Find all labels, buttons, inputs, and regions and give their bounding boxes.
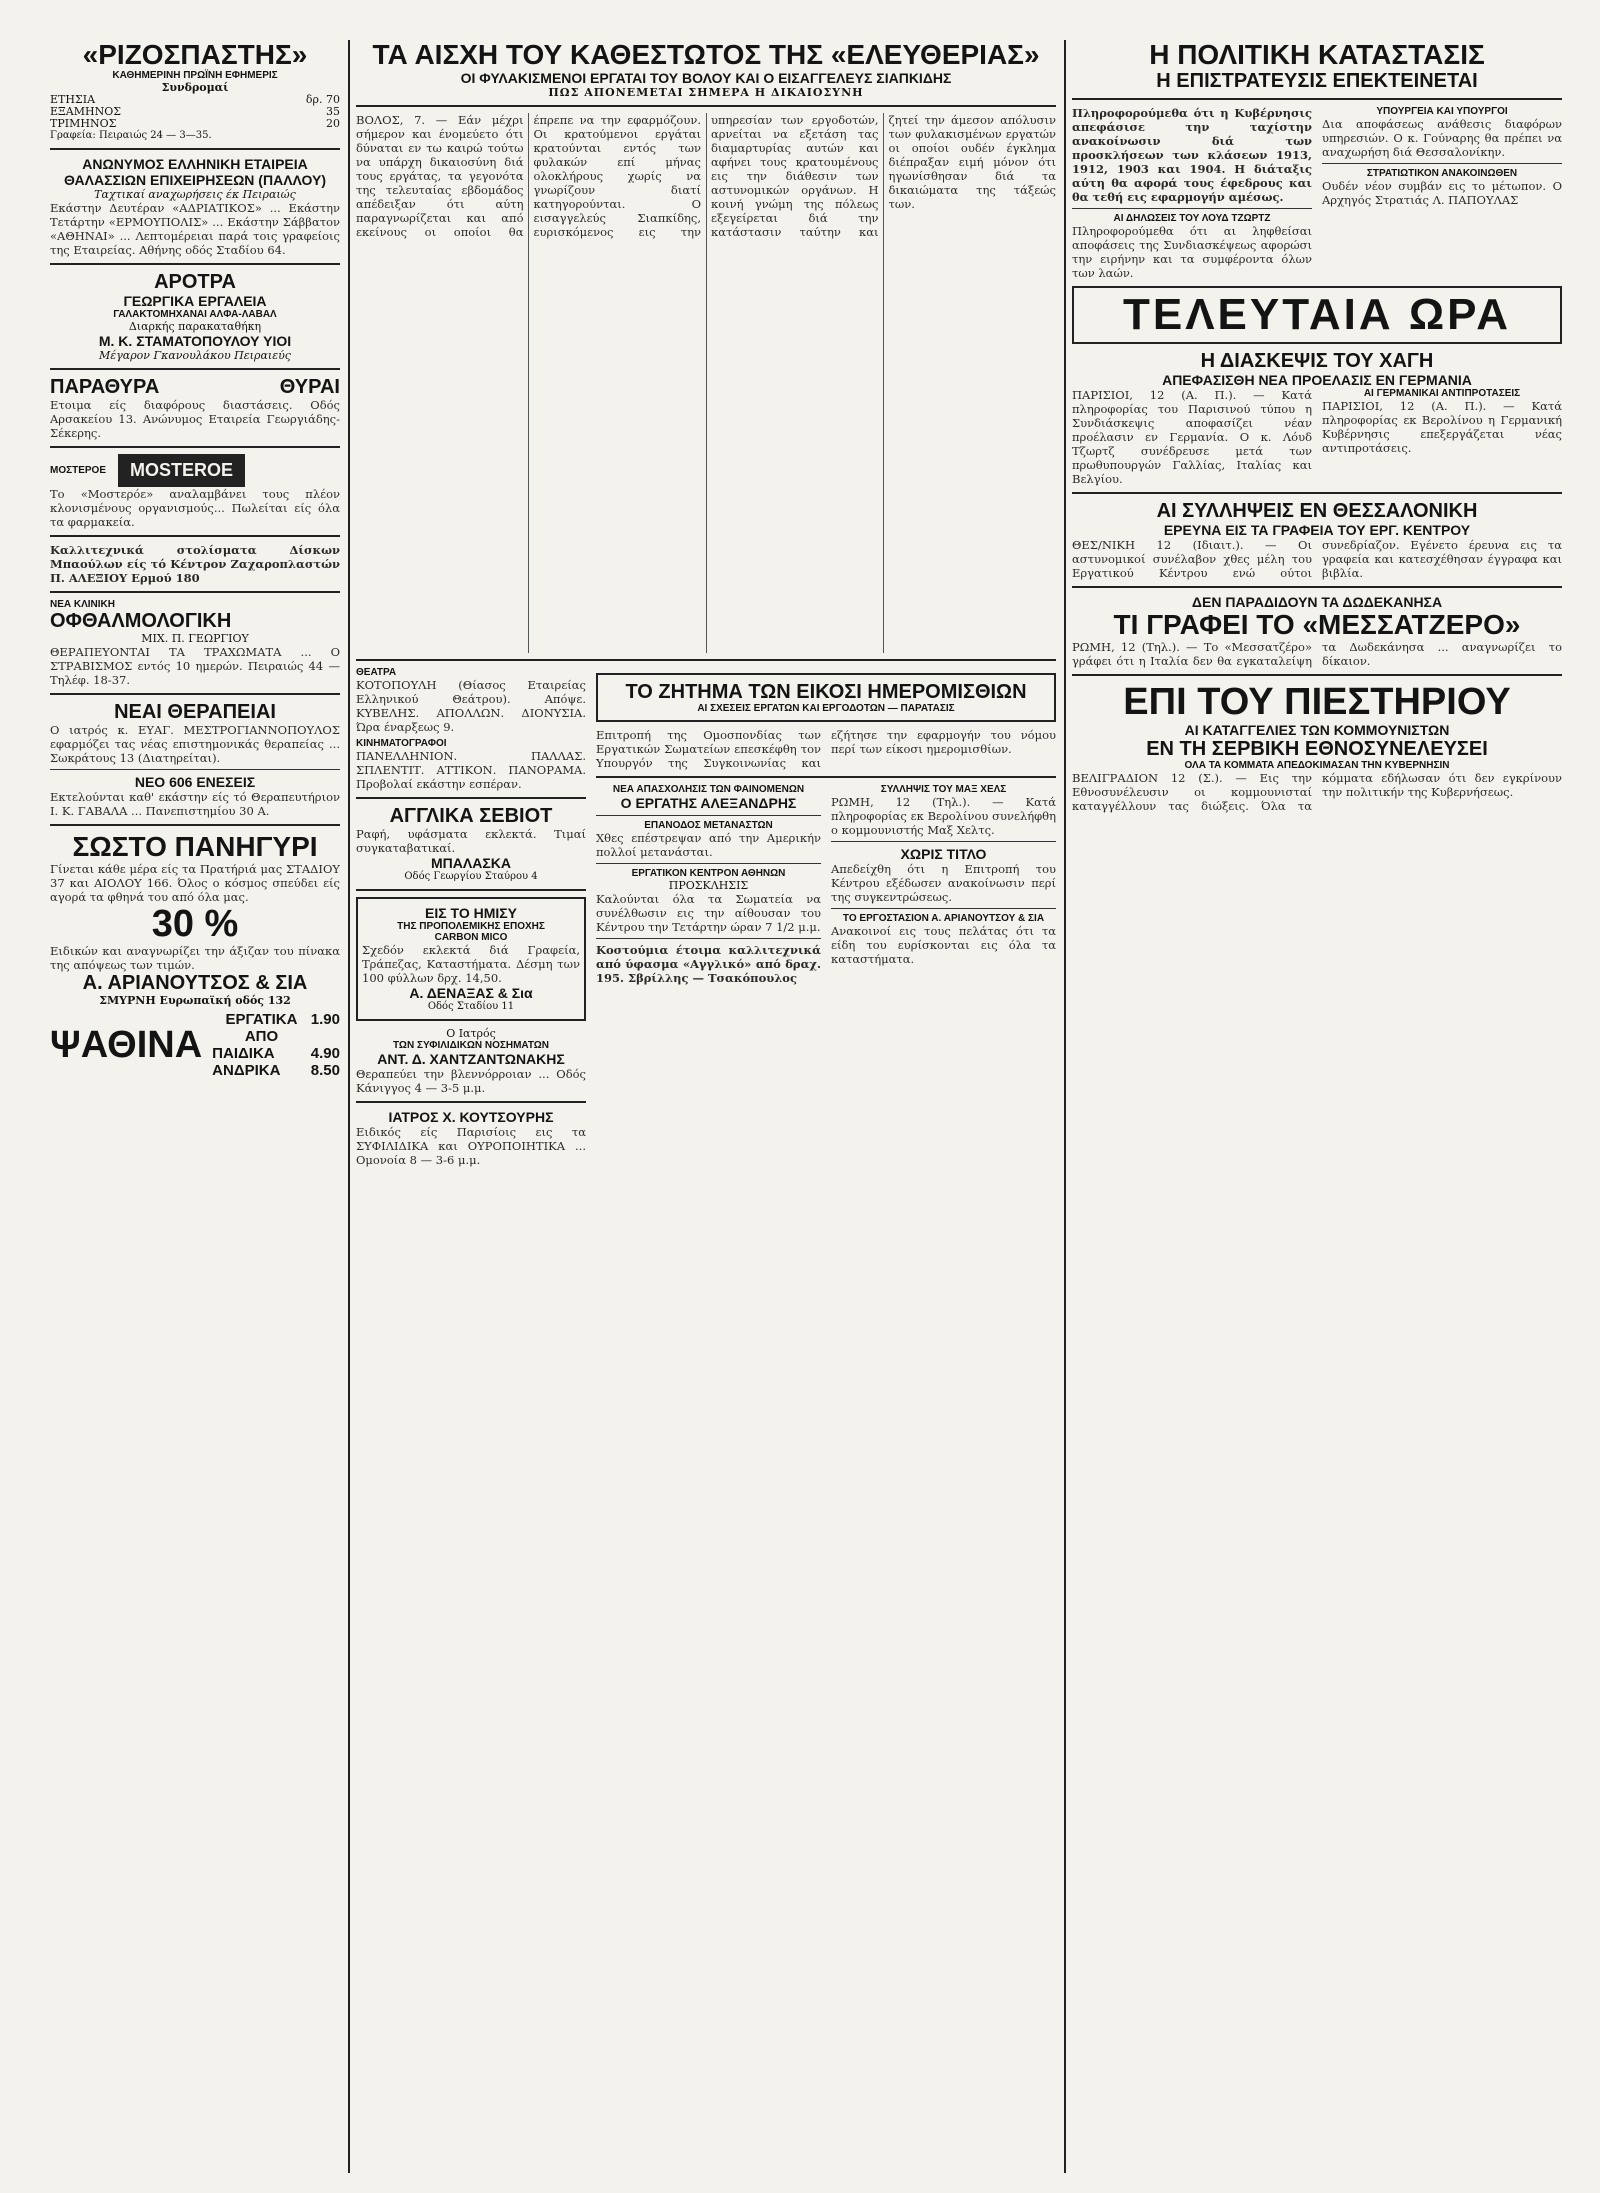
communists-head: ΑΙ ΚΑΤΑΓΓΕΛΙΕΣ ΤΩΝ ΚΟΜΜΟΥΝΙΣΤΩΝ xyxy=(1184,722,1450,738)
windows-title: ΠΑΡΑΘΥΡΑ xyxy=(50,376,160,398)
untitled-body: Απεδείχθη ότι η Επιτροπή του Κέντρου εξέδωσεν ανακοίνωσιν περί της συγκεντρώσεως. xyxy=(831,862,1056,904)
arotra-ad xyxy=(50,271,340,362)
center-lower-grid xyxy=(356,667,1056,1167)
army-label: ΣΤΡΑΤΙΩΤΙΚΟΝ ΑΝΑΚΟΙΝΩΘΕΝ xyxy=(1366,168,1518,179)
doctor2-title: ΙΑΤΡΟΣ Χ. ΚΟΥΤΣΟΥΡΗΣ xyxy=(388,1109,554,1125)
center-ads xyxy=(356,667,586,1167)
main-subhead2: ΠΩΣ ΑΠΟΝΕΜΕΤΑΙ ΣΗΜΕΡΑ Η ΔΙΚΑΙΟΣΥΝΗ xyxy=(548,86,864,99)
carbon-brand: CARBON MICO xyxy=(434,932,508,943)
pressure-block xyxy=(1072,682,1562,771)
therapies-body: Ο ιατρός κ. ΕΥΑΓ. ΜΕΣΤΡΟΓΙΑΝΝΟΠΟΥΛΟΣ εφαρμόζει τας νέας επιστημονικάς θεραπείας ... Σωκράτους 13 (Διατηρείται). xyxy=(50,723,340,765)
eye-clinic-doctor: ΜΙΧ. Π. ΓΕΩΡΓΙΟΥ xyxy=(141,632,249,645)
hague-head: Η ΔΙΑΣΚΕΨΙΣ ΤΟΥ ΧΑΓΗ xyxy=(1200,350,1434,372)
price-row: ΑΝΔΡΙΚΑ 8.50 xyxy=(212,1062,340,1079)
price-row: ΕΡΓΑΤΙΚΑ ΑΠΟ 1.90 xyxy=(225,1011,340,1045)
emigrants-body: Χθες επέστρεψαν από την Αμερικήν πολλοί μετανάσται. xyxy=(596,831,821,859)
politics-headline: Η ΠΟΛΙΤΙΚΗ ΚΑΤΑΣΤΑΣΙΣ xyxy=(1149,40,1485,70)
doctor1-label: Ο Ιατρός xyxy=(446,1027,496,1040)
cheviot-title: ΑΓΓΛΙΚΑ ΣΕΒΙΟΤ xyxy=(389,805,553,827)
labour-center-label: ΕΡΓΑΤΙΚΟΝ ΚΕΝΤΡΟΝ ΑΘΗΝΩΝ xyxy=(631,868,786,879)
suits-ad: Κοστούμια έτοιμα καλλιτεχνικά από ύφασμα «Αγγλικό» από δραχ. 195. Σβρίλλης — Τσακόπουλος xyxy=(596,943,821,985)
masthead xyxy=(50,40,340,142)
rate-row: ΤΡΙΜΗΝΟΣ 20 xyxy=(50,117,340,130)
column-divider xyxy=(1064,40,1066,2173)
windows-ad xyxy=(50,376,340,440)
worker-label: ΝΕΑ ΑΠΑΣΧΟΛΗΣΙΣ ΤΩΝ ΦΑΙΝΟΜΕΝΩΝ xyxy=(612,784,805,795)
arotra-subtitle2: ΓΑΛΑΚΤΟΜΗΧΑΝΑΙ ΑΛΦΑ-ΛΑΒΑΛ xyxy=(113,309,277,320)
arotra-company: Μ. Κ. ΣΤΑΜΑΤΟΠΟΥΛΟΥ ΥΙΟΙ xyxy=(98,333,292,349)
right-column xyxy=(1072,40,1562,2173)
thessaloniki-head: ΑΙ ΣΥΛΛΗΨΕΙΣ ΕΝ ΘΕΣΣΑΛΟΝΙΚΗ xyxy=(1156,500,1478,522)
shipping-subtitle: Ταχτικαί αναχωρήσεις έκ Πειραιώς xyxy=(94,188,296,201)
serbian-body: ΒΕΛΙΓΡΑΔΙΟΝ 12 (Σ.). — Εις την Εθνοσυνέλευσιν οι κομμουνισταί καταγγέλλουν τας διώξεις. Όλα τα κόμματα εδήλωσαν ότι δεν εγκρίνουν την πολιτικήν της Κυβερνήσεως. xyxy=(1072,771,1562,813)
carbon-body: Σχεδόν εκλεκτά διά Γραφεία, Τράπεζας, Καταστήματα. Δέσμη των 100 φύλλων δρχ. 14,50. xyxy=(362,943,580,985)
theatre-body: ΚΟΤΟΠΟΥΛΗ (Θίασος Εταιρείας Ελληνικού Θεάτρου). Απόψε. ΚΥΒΕΛΗΣ. ΑΠΟΛΛΩΝ. ΔΙΟΝΥΣΙΑ. Ώρα έναρξεως 9. xyxy=(356,678,586,734)
column-divider xyxy=(348,40,350,2173)
hague-head2: ΑΠΕΦΑΣΙΣΘΗ ΝΕΑ ΠΡΟΕΛΑΣΙΣ ΕΝ ΓΕΡΜΑΝΙΑ xyxy=(1162,372,1472,388)
germany-label: ΑΙ ΓΕΡΜΑΝΙΚΑΙ ΑΝΤΙΠΡΟΤΑΣΕΙΣ xyxy=(1363,388,1521,399)
carbon-shop: Α. ΔΕΝΑΞΑΣ & Σια xyxy=(409,985,533,1001)
discount-percent: 30 % xyxy=(151,903,239,945)
dodecanese-block xyxy=(1072,594,1562,640)
rate-row: ΕΞΑΜΗΝΟΣ 35 xyxy=(50,105,340,118)
carbon-address: Οδός Σταδίου 11 xyxy=(427,1001,515,1012)
lloyd-body: Πληροφορούμεθα ότι αι ληφθείσαι αποφάσεις της Συνδιασκέψεως αφορώσι την ειρήνην και τα συμφέροντα όλων των λαών. xyxy=(1072,224,1312,280)
shipping-body: Εκάστην Δευτέραν «ΑΔΡΙΑΤΙΚΟΣ» ... Εκάστην Τετάρτην «ΕΡΜΟΥΠΟΛΙΣ» ... Εκάστην Σάββατον «ΑΘΗΝΑΙ» ... Λεπτομέρειαι παρά τοις γραφείοις της Εταιρείας. Αθήνης οδός Σταδίου 64. xyxy=(50,201,340,257)
doctor1-specialty: ΤΩΝ ΣΥΦΙΛΙΔΙΚΩΝ ΝΟΣΗΜΑΤΩΝ xyxy=(393,1040,549,1051)
doctor2-body: Ειδικός είς Παρισίοις εις τα ΣΥΦΙΛΙΔΙΚΑ και ΟΥΡΟΠΟΙΗΤΙΚΑ ... Ομονοία 8 — 3-6 μ.μ. xyxy=(356,1125,586,1167)
carbon-title: ΕΙΣ ΤΟ ΗΜΙΣΥ xyxy=(425,905,517,921)
politics-block xyxy=(1072,40,1562,92)
pressure-head: ΕΠΙ ΤΟΥ ΠΙΕΣΤΗΡΙΟΥ xyxy=(1123,681,1511,723)
mosteroe-label: ΜΟΣΤΕΡΟΕ xyxy=(50,465,107,476)
arotra-title: ΑΡΟΤΡΑ xyxy=(154,271,236,293)
factory-label: ΤΟ ΕΡΓΟΣΤΑΣΙΟΝ Α. ΑΡΙΑΝΟΥΤΣΟΥ & ΣΙΑ xyxy=(842,913,1045,924)
twenty-days-head: ΤΟ ΖΗΤΗΜΑ ΤΩΝ ΕΙΚΟΣΙ ΗΜΕΡΟΜΙΣΘΙΩΝ xyxy=(625,681,1027,703)
center-news xyxy=(596,667,1056,1167)
cheviot-shop: ΜΠΑΛΑΣΚΑ xyxy=(431,855,511,871)
germany-body: ΠΑΡΙΣΙΟΙ, 12 (Α. Π.). — Κατά πληροφορίας εκ Βερολίνου η Γερμανική Κυβέρνησις επεξεργάζεται νέας αντιπροτάσεις. xyxy=(1322,399,1562,455)
arotra-address: Μέγαρον Γκανουλάκου Πειραιεύς xyxy=(99,349,291,362)
price-row: ΠΑΙΔΙΚΑ 4.90 xyxy=(212,1045,340,1062)
thessaloniki-sub: ΕΡΕΥΝΑ ΕΙΣ ΤΑ ΓΡΑΦΕΙΑ ΤΟΥ ΕΡΓ. ΚΕΝΤΡΟΥ xyxy=(1163,522,1471,538)
cheviot-address: Οδός Γεωργίου Σταύρου 4 xyxy=(404,871,538,882)
labour-center-body: Καλούνται όλα τα Σωματεία να συνέλθωσιν εις την αίθουσαν του Κέντρου την Τετάρτην ώραν 7 1/2 μ.μ. xyxy=(596,892,821,934)
untitled-label: ΧΩΡΙΣ ΤΙΤΛΟ xyxy=(900,846,987,862)
hague-body: ΠΑΡΙΣΙΟΙ, 12 (Α. Π.). — Κατά πληροφορίας του Παρισινού τύπου η Συνδιάσκεψις αποφασίζει νέαν προέλασιν εν Γερμανία. Ο κ. Λόυδ Τζωρτζ συνέδρευσε μετά των πρωθυπουργών Γαλλίας, Ιταλίας και Βελγίου. xyxy=(1072,388,1312,486)
subscriptions-label: Συνδρομαί xyxy=(161,81,229,94)
doctor1-name: ΑΝΤ. Δ. ΧΑΝΤΖΑΝΤΩΝΑΚΗΣ xyxy=(377,1051,565,1067)
worker-title: Ο ΕΡΓΑΤΗΣ ΑΛΕΞΑΝΔΡΗΣ xyxy=(620,795,797,811)
messaggero-head: ΤΙ ΓΡΑΦΕΙ ΤΟ «ΜΕΣΣΑΤΖΕΡΟ» xyxy=(1113,609,1521,640)
cheviot-body: Ραφή, υφάσματα εκλεκτά. Τιμαί συγκαταβατικαί. xyxy=(356,827,586,855)
rate-row: ΕΤΗΣΙΑ δρ. 70 xyxy=(50,93,340,106)
twenty-days-sub: ΑΙ ΣΧΕΣΕΙΣ ΕΡΓΑΤΩΝ ΚΑΙ ΕΡΓΟΔΟΤΩΝ — ΠΑΡΑΤΑΣΙΣ xyxy=(697,703,955,714)
shipping-ad xyxy=(50,156,340,257)
panigyri-body: Γίνεται κάθε μέρα είς τα Πρατήριά μας ΣΤΑΔΙΟΥ 37 και ΑΙΟΛΟΥ 166. Όλος ο κόσμος σπεύδει είς αγορά τα φθηνά του από όλα μας. xyxy=(50,862,340,904)
thessaloniki-body: ΘΕΣ/ΝΙΚΗ 12 (Ιδιαιτ.). — Οι αστυνομικοί συνέλαβον χθες μέλη του Εργατικού Κέντρου ενώ ούτοι συνεδρίαζον. Εγένετο έρευνα εις τα γραφεία και κατεσχέθησαν έγγραφα και βιβλία. xyxy=(1072,538,1562,580)
main-headline-block xyxy=(356,40,1056,99)
doctor2-ad xyxy=(356,1109,586,1167)
main-subhead: ΟΙ ΦΥΛΑΚΙΣΜΕΝΟΙ ΕΡΓΑΤΑΙ ΤΟΥ ΒΟΛΟΥ ΚΑΙ Ο ΕΙΣΑΓΓΕΛΕΥΣ ΣΙΑΠΚΙΔΗΣ xyxy=(460,70,952,86)
latest-hour-banner: ΤΕΛΕΥΤΑΙΑ ΩΡΑ xyxy=(1072,286,1562,344)
hague-block xyxy=(1072,350,1562,388)
cheviot-ad xyxy=(356,805,586,883)
ministers-body: Δια αποφάσεως ανάθεσις διαφόρων υπηρεσιών. Ο κ. Γούναρης θα πρέπει να αναχωρήση διά Θεσσαλονίκην. xyxy=(1322,117,1562,159)
politics-grid xyxy=(1072,106,1562,280)
therapies-title: ΝΕΑΙ ΘΕΡΑΠΕΙΑΙ xyxy=(114,701,276,723)
dodecanese-head: ΔΕΝ ΠΑΡΑΔΙΔΟΥΝ ΤΑ ΔΩΔΕΚΑΝΗΣΑ xyxy=(1191,594,1443,610)
arrest-body: ΡΩΜΗ, 12 (Τηλ.). — Κατά πληροφορίας εκ Βερολίνου συνελήφθη ο κομμουνιστής Μαξ Χελτς. xyxy=(831,795,1056,837)
factory-body: Ανακοινοί εις τους πελάτας ότι τα είδη του ευρίσκονται εις όλα τα καταστήματα. xyxy=(831,924,1056,966)
army-body: Ουδέν νέον συμβάν εις το μέτωπον. Ο Αρχηγός Στρατιάς Λ. ΠΑΠΟΥΛΑΣ xyxy=(1322,179,1562,207)
injections-title: ΝΕΟ 606 ΕΝΕΣΕΙΣ xyxy=(134,774,256,790)
eye-clinic-label: ΝΕΑ ΚΛΙΝΙΚΗ xyxy=(50,599,116,610)
news-grid xyxy=(596,784,1056,985)
panigyri-title: ΣΩΣΤΟ ΠΑΝΗΓΥΡΙ xyxy=(72,831,318,862)
hague-grid xyxy=(1072,388,1562,486)
doctor1-ad xyxy=(356,1027,586,1095)
carbon-subtitle: ΤΗΣ ΠΡΟΠΟΛΕΜΙΚΗΣ ΕΠΟΧΗΣ xyxy=(397,921,545,932)
doors-title: ΘΥΡΑΙ xyxy=(279,376,340,398)
twenty-days-article xyxy=(596,673,1056,722)
panigyri-ad xyxy=(50,832,340,1079)
twenty-days-body: Επιτροπή της Ομοσπονδίας των Εργατικών Σωματείων επεσκέφθη τον Υπουργόν της Συγκοινωνίας και εζήτησε την εφαρμογήν του νόμου περί των είκοσι ημερομισθίων. xyxy=(596,728,1056,770)
arotra-subtitle: ΓΕΩΡΓΙΚΑ ΕΡΓΑΛΕΙΑ xyxy=(123,293,267,309)
politics-body: Πληροφορούμεθα ότι η Κυβέρνησις απεφάσισε την ταχίστην ανακοίνωσιν διά των προσκλήσεων των κλάσεων 1913, 1912, 1903 και 1904. Η διάταξις αύτη θα αφορά τους έφεδρους και θα τεθή εις εφαρμογήν αμέσως. xyxy=(1072,106,1312,204)
masthead-title: «ΡΙΖΟΣΠΑΣΤΗΣ» xyxy=(82,40,308,70)
serbian-head: ΕΝ ΤΗ ΣΕΡΒΙΚΗ ΕΘΝΟΣΥΝΕΛΕΥΣΕΙ xyxy=(1146,738,1488,760)
eye-clinic-ad xyxy=(50,599,340,687)
mosteroe-ad xyxy=(50,454,340,529)
lloyd-label: ΑΙ ΔΗΛΩΣΕΙΣ ΤΟΥ ΛΟΥΔ ΤΖΩΡΤΖ xyxy=(1113,213,1271,224)
mosteroe-logo: MOSTEROE xyxy=(118,454,245,487)
main-headline: ΤΑ ΑΙΣΧΗ ΤΟΥ ΚΑΘΕΣΤΩΤΟΣ ΤΗΣ «ΕΛΕΥΘΕΡΙΑΣ» xyxy=(372,40,1040,70)
shop-address: ΣΜΥΡΝΗ Ευρωπαϊκή οδός 132 xyxy=(99,994,291,1007)
arotra-body: Διαρκής παρακαταθήκη xyxy=(128,320,262,333)
injections-ad xyxy=(50,774,340,818)
thessaloniki-block xyxy=(1072,500,1562,538)
office-address: Γραφεία: Πειραιώς 24 — 3—35. xyxy=(50,130,212,141)
doctor1-body: Θεραπεύει την βλεννόρροιαν ... Οδός Κάνιγγος 4 — 3-5 μ.μ. xyxy=(356,1067,586,1095)
discount-body: Ειδικών και αναγνωρίζει την άξιζαν του πίνακα της απόψεως των τιμών. xyxy=(50,944,340,972)
masthead-subtitle: ΚΑΘΗΜΕΡΙΝΗ ΠΡΩΪΝΗ ΕΦΗΜΕΡΙΣ xyxy=(112,70,278,81)
windows-body: Ετοιμα είς διαφόρους διαστάσεις. Οδός Αρσακείου 13. Ανώνυμος Εταιρεία Γεωργιάδης-Σέκερης. xyxy=(50,398,340,440)
psathina-title: ΨΑΘΙΝΑ xyxy=(50,1024,203,1066)
confectioner-ad: Καλλιτεχνικά στολίσματα Δίσκων Μπαούλων είς τό Κέντρον Ζαχαροπλαστών Π. ΑΛΕΞΙΟΥ Ερμού 180 xyxy=(50,543,340,585)
mosteroe-body: Το «Μοστερόε» αναλαμβάνει τους πλέον κλονισμένους οργανισμούς... Πωλείται είς όλα τα φαρμακεία. xyxy=(50,487,340,529)
injections-body: Εκτελούνται καθ' εκάστην είς τό Θεραπευτήριον Ι. Κ. ΓΑΒΑΛΑ ... Πανεπιστημίου 30 Α. xyxy=(50,790,340,818)
cinema-body: ΠΑΝΕΛΛΗΝΙΟΝ. ΠΑΛΛΑΣ. ΣΠΛΕΝΤΙΤ. ΑΤΤΙΚΟΝ. ΠΑΝΟΡΑΜΑ. Προβολαί εκάστην εσπέραν. xyxy=(356,749,586,791)
ministers-label: ΥΠΟΥΡΓΕΙΑ ΚΑΙ ΥΠΟΥΡΓΟΙ xyxy=(1376,106,1508,117)
therapies-ad xyxy=(50,701,340,765)
main-article-body: ΒΟΛΟΣ, 7. — Εάν μέχρι σήμερον και ένομεύετο ότι δύναται εν τω καιρώ τούτω να υπάρχη δικαιοσύνη διά τους εργάτας, τα γεγονότα της τελευταίας εβδομάδος απέδειξαν ότι αύτη παραγνωρίζεται και από εκείνους οι οποίοι θα έπρεπε να την εφαρμόζουν. Οι κρατούμενοι εργάται κρατούνται εντός των φυλακών επί μήνας ολοκλήρους χωρίς να γνωρίζουν διατί κατηγορούνται. Ο εισαγγελεύς Σιαπκίδης, ευρισκόμενος εις την υπηρεσίαν των εργοδοτών, αρνείται να εξετάση τας διαμαρτυρίας αυτών και αφήνει τους κρατουμένους εις την διάθεσιν των αστυνομικών οργάνων. Η κοινή γνώμη της πόλεως εξεγείρεται διά την κατάστασιν ταύτην και ζητεί την άμεσον απόλυσιν των φυλακισμένων εργατών οι οποίοι ουδέν έγκλημα διέπραξαν ειμή μόνον ότι ηγωνίσθησαν διά τα δικαιώματα της τάξεώς των. xyxy=(356,113,1056,239)
eye-clinic-body: ΘΕΡΑΠΕΥΟΝΤΑΙ ΤΑ ΤΡΑΧΩΜΑΤΑ ... Ο ΣΤΡΑΒΙΣΜΟΣ εντός 10 ημερών. Πειραιώς 44 — Τηλέφ. 18-37. xyxy=(50,645,340,687)
serbian-sub: ΟΛΑ ΤΑ ΚΟΜΜΑΤΑ ΑΠΕΔΟΚΙΜΑΣΑΝ ΤΗΝ ΚΥΒΕΡΝΗΣΙΝ xyxy=(1184,760,1450,771)
shipping-company: ΑΝΩΝΥΜΟΣ ΕΛΛΗΝΙΚΗ ΕΤΑΙΡΕΙΑ ΘΑΛΑΣΣΙΩΝ ΕΠΙΧΕΙΡΗΣΕΩΝ (ΠΑΛΛΟΥ) xyxy=(64,156,326,188)
politics-subhead: Η ΕΠΙΣΤΡΑΤΕΥΣΙΣ ΕΠΕΚΤΕΙΝΕΤΑΙ xyxy=(1156,70,1478,92)
arrest-label: ΣΥΛΛΗΨΙΣ ΤΟΥ ΜΑΞ ΧΕΛΣ xyxy=(880,784,1007,795)
left-ads-column xyxy=(50,40,340,2173)
eye-clinic-title: ΟΦΘΑΛΜΟΛΟΓΙΚΗ xyxy=(50,610,232,632)
shop-name: Α. ΑΡΙΑΝΟΥΤΣΟΣ & ΣΙΑ xyxy=(82,972,308,994)
theatre-label: ΘΕΑΤΡΑ xyxy=(356,667,397,678)
emigrants-label: ΕΠΑΝΟΔΟΣ ΜΕΤΑΝΑΣΤΩΝ xyxy=(644,820,773,831)
carbon-ad xyxy=(356,897,586,1021)
cinema-label: ΚΙΝΗΜΑΤΟΓΡΑΦΟΙ xyxy=(356,738,447,749)
center-column xyxy=(356,40,1056,2173)
messaggero-body: ΡΩΜΗ, 12 (Τηλ.). — Το «Μεσσατζέρο» γράφει ότι η Ιταλία δεν θα εγκαταλείψη τα Δωδεκάνησα ... αναγνωρίζει το δίκαιον. xyxy=(1072,640,1562,668)
labour-center-sub: ΠΡΟΣΚΛΗΣΙΣ xyxy=(668,879,749,892)
